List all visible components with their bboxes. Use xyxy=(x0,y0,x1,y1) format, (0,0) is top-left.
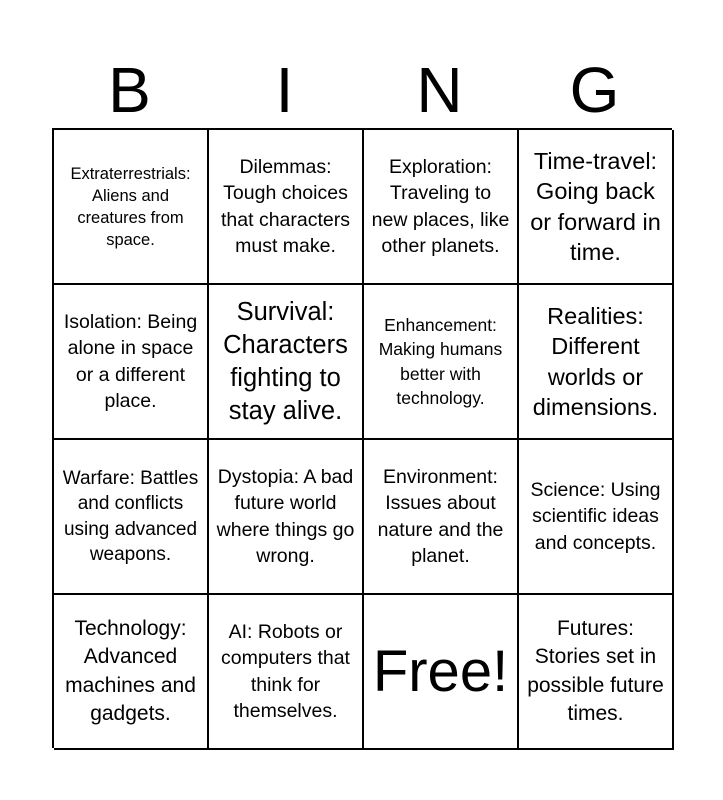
header-letter-g: G xyxy=(569,54,620,126)
bingo-cell-time-travel xyxy=(519,130,674,285)
cell-text: Futures: Stories set in possible future times. xyxy=(527,616,664,725)
free-space-text: Free! xyxy=(372,638,509,704)
cell-text: AI: Robots or computers that think for themselves. xyxy=(221,620,350,722)
cell-text: Exploration: Traveling to new places, like other planets. xyxy=(371,155,510,257)
bingo-cell-isolation xyxy=(54,285,209,440)
cell-text: Dystopia: A bad future world where things go wrong. xyxy=(216,465,355,567)
bingo-cell-realities xyxy=(519,285,674,440)
bingo-cell-enhancement xyxy=(364,285,519,440)
bingo-cell-extraterrestrials xyxy=(54,130,209,285)
bingo-cell-technology xyxy=(54,595,209,750)
bingo-cell-free xyxy=(364,595,519,750)
header-letter-b: B xyxy=(108,54,151,126)
cell-text: Survival: Characters fighting to stay alive. xyxy=(223,297,348,425)
cell-text: Environment: Issues about nature and the planet. xyxy=(377,465,504,567)
cell-text: Extraterrestrials: Aliens and creatures from space. xyxy=(70,164,191,249)
bingo-board xyxy=(52,128,672,748)
header-letter-i: I xyxy=(275,54,294,126)
cell-text: Dilemmas: Tough choices that characters must make. xyxy=(221,155,350,257)
bingo-cell-futures xyxy=(519,595,674,750)
bingo-cell-ai xyxy=(209,595,364,750)
bingo-cell-warfare xyxy=(54,440,209,595)
cell-text: Time-travel: Going back or forward in time. xyxy=(530,147,661,265)
bingo-cell-environment xyxy=(364,440,519,595)
bingo-cell-survival xyxy=(209,285,364,440)
cell-text: Isolation: Being alone in space or a different place. xyxy=(63,310,198,412)
bingo-cell-dilemmas xyxy=(209,130,364,285)
header-letter-n: N xyxy=(416,54,463,126)
cell-text: Realities: Different worlds or dimensions. xyxy=(532,302,659,420)
cell-text: Science: Using scientific ideas and concepts. xyxy=(530,478,661,554)
bingo-header xyxy=(52,52,672,128)
cell-text: Warfare: Battles and conflicts using advanced weapons. xyxy=(62,467,199,565)
cell-text: Technology: Advanced machines and gadgets. xyxy=(65,616,196,725)
cell-text: Enhancement: Making humans better with technology. xyxy=(378,314,503,408)
bingo-cell-science xyxy=(519,440,674,595)
bingo-cell-exploration xyxy=(364,130,519,285)
bingo-cell-dystopia xyxy=(209,440,364,595)
